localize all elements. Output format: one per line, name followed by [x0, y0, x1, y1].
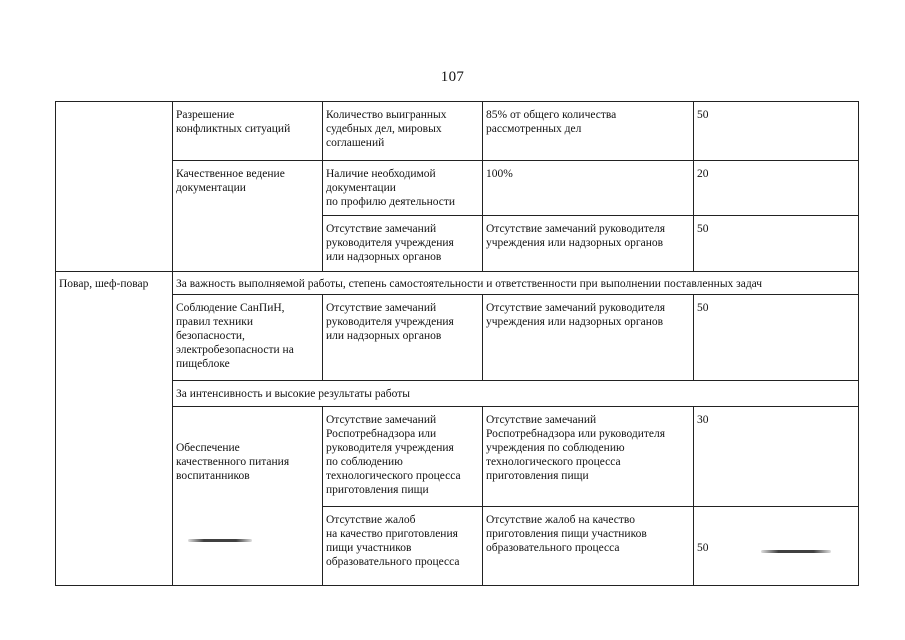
criterion-cell: Качественное ведение документации — [173, 161, 323, 272]
points-cell — [694, 507, 859, 586]
criterion-text: Обеспечение качественного питания воспитанников — [176, 442, 290, 482]
indicator-cell: Наличие необходимой документации по профилю деятельности — [323, 161, 483, 216]
page-number: 107 — [440, 69, 465, 85]
section-heading: За интенсивность и высокие результаты работы — [173, 381, 859, 407]
points-cell: 20 — [694, 161, 859, 216]
criterion-cell — [173, 407, 323, 586]
points-cell: 50 — [694, 102, 859, 161]
indicator-cell: Отсутствие замечаний руководителя учреждения или надзорных органов — [323, 295, 483, 381]
criterion-cell: Разрешение конфликтных ситуаций — [173, 102, 323, 161]
table-row — [56, 272, 859, 295]
table-row — [56, 161, 859, 216]
points-text: 50 — [697, 542, 709, 554]
measure-cell: Отсутствие замечаний Роспотребнадзора или руководителя учреждения по соблюдению технологического процесса приготовления пищи — [483, 407, 694, 507]
section-heading: За важность выполняемой работы, степень самостоятельности и ответственности при выполнении поставленных задач — [173, 272, 859, 295]
measure-cell: Отсутствие жалоб на качество приготовления пищи участников образовательного процесса — [483, 507, 694, 586]
indicator-cell: Отсутствие замечаний Роспотребнадзора или руководителя учреждения по соблюдению технологического процесса приготовления пищи — [323, 407, 483, 507]
indicator-cell: Количество выигранных судебных дел, мировых соглашений — [323, 102, 483, 161]
table-row — [56, 407, 859, 507]
measure-cell: 85% от общего количества рассмотренных дел — [483, 102, 694, 161]
points-cell: 50 — [694, 216, 859, 272]
scan-mark — [761, 550, 831, 553]
points-cell: 30 — [694, 407, 859, 507]
criterion-cell: Соблюдение СанПиН, правил техники безопасности, электробезопасности на пищеблоке — [173, 295, 323, 381]
measure-cell: Отсутствие замечаний руководителя учреждения или надзорных органов — [483, 216, 694, 272]
indicator-cell: Отсутствие замечаний руководителя учреждения или надзорных органов — [323, 216, 483, 272]
position-cell: Повар, шеф-повар — [56, 272, 173, 586]
points-cell: 50 — [694, 295, 859, 381]
measure-cell: Отсутствие замечаний руководителя учреждения или надзорных органов — [483, 295, 694, 381]
position-cell-empty — [56, 102, 173, 272]
table-row — [56, 295, 859, 381]
table-row — [56, 102, 859, 161]
measure-cell: 100% — [483, 161, 694, 216]
table-row — [56, 381, 859, 407]
indicator-cell: Отсутствие жалоб на качество приготовления пищи участников образовательного процесса — [323, 507, 483, 586]
criteria-table — [55, 101, 859, 586]
scan-mark — [188, 539, 252, 542]
